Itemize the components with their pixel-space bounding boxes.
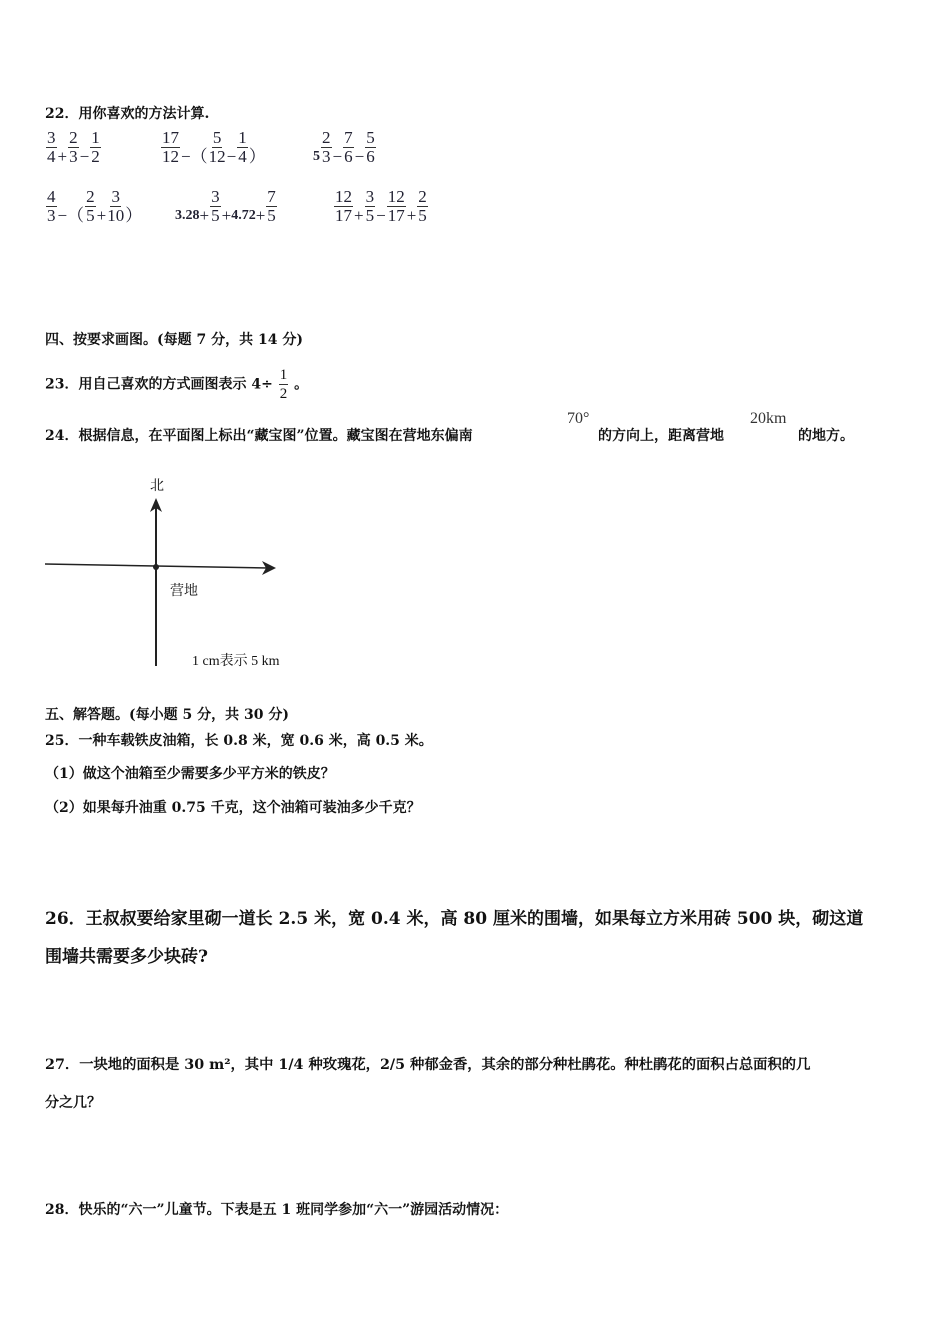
expression (313, 129, 377, 166)
fraction (68, 129, 79, 166)
operator: + (255, 206, 266, 225)
q25-text: 25．一种车载铁皮油箱，长 0.8 米，宽 0.6 米，高 0.5 米。 (45, 733, 433, 749)
denominator: 3 (47, 206, 56, 225)
scale-label: 1 cm表示 5 km (192, 654, 280, 669)
operator: + (199, 206, 210, 225)
q27-line1: 27．一块地的面积是 30 m²，其中 1/4 种玫瑰花，2/5 种郁金香，其余的部分种杜鹃花。种杜鹃花的面积占总面积的几 (45, 1057, 811, 1073)
denominator: 3 (69, 147, 78, 166)
fraction (365, 188, 376, 225)
denominator: 12 (208, 147, 226, 166)
expression (45, 188, 142, 225)
q24-part1: 24．根据信息，在平面图上标出“藏宝图”位置。藏宝图在营地东偏南 (45, 428, 473, 444)
number: 4.72 (231, 208, 256, 223)
numerator: 7 (344, 128, 353, 147)
angle-value: 70° (567, 410, 590, 427)
compass-diagram (40, 470, 290, 675)
fraction (279, 366, 289, 403)
operator: + (96, 206, 107, 225)
numerator: 2 (86, 187, 95, 206)
number: 3.28 (175, 208, 200, 223)
fraction (237, 129, 248, 166)
numerator: 4 (47, 187, 56, 206)
operator: −（ (181, 147, 208, 166)
operator: − (376, 206, 386, 225)
numerator: 12 (335, 187, 352, 206)
fraction (161, 129, 180, 166)
camp-label: 营地 (170, 584, 198, 599)
expression (175, 188, 278, 225)
fraction (46, 129, 57, 166)
expression (333, 188, 429, 225)
denominator: 17 (387, 206, 405, 225)
q26-line1: 26．王叔叔要给家里砌一道长 2.5 米，宽 0.4 米，高 80 厘米的围墙，如果每立方米用砖 500 块，砌这道 (45, 909, 864, 929)
fraction (387, 188, 406, 225)
q23-text (45, 366, 308, 403)
fraction (210, 188, 221, 225)
denominator: 4 (238, 147, 247, 166)
fraction (46, 188, 57, 225)
operator: − (226, 147, 237, 166)
q23-prompt: 23．用自己喜欢的方式画图表示 4÷ (45, 376, 273, 393)
section-5-heading: 五、解答题。(每小题 5 分，共 30 分) (45, 707, 289, 723)
denominator: 12 (162, 147, 179, 166)
operator: ） (125, 206, 143, 225)
q28-text: 28．快乐的“六一”儿童节。下表是五 1 班同学参加“六一”游园活动情况： (45, 1202, 509, 1218)
fraction (417, 188, 428, 225)
fraction (334, 188, 353, 225)
fraction (85, 188, 96, 225)
number: 5 (313, 149, 320, 164)
q27-line2: 分之几？ (45, 1095, 101, 1111)
section-4-heading: 四、按要求画图。(每题 7 分，共 14 分) (45, 332, 303, 348)
denominator: 10 (107, 206, 125, 225)
numerator: 3 (211, 187, 220, 206)
numerator: 3 (111, 187, 120, 206)
operator: − (354, 147, 365, 166)
operator: − (79, 147, 90, 166)
numerator: 5 (366, 128, 375, 147)
operator: −（ (57, 206, 85, 225)
numerator: 12 (387, 187, 405, 206)
q24-part3: 的地方。 (798, 428, 854, 444)
numerator: 17 (162, 128, 179, 147)
operator: + (221, 206, 232, 225)
operator: − (332, 147, 343, 166)
operator: + (406, 206, 417, 225)
numerator: 5 (212, 128, 222, 147)
expression (45, 129, 102, 166)
numerator: 2 (69, 128, 78, 147)
denominator: 6 (366, 147, 375, 166)
denominator: 5 (418, 206, 427, 225)
numerator: 7 (267, 187, 276, 206)
operator: + (57, 147, 68, 166)
denominator: 6 (344, 147, 353, 166)
denominator: 3 (322, 147, 331, 166)
fraction (321, 129, 332, 166)
numerator: 1 (279, 367, 288, 383)
denominator: 5 (365, 206, 375, 225)
denominator: 5 (211, 206, 220, 225)
expression (160, 129, 266, 166)
fraction (343, 129, 354, 166)
denominator: 5 (267, 206, 276, 225)
fraction (365, 129, 376, 166)
numerator: 2 (418, 187, 427, 206)
fraction (107, 188, 124, 225)
q25-sub1: （1）做这个油箱至少需要多少平方米的铁皮？ (45, 766, 335, 782)
q22-title: 22．用你喜欢的方法计算. (45, 106, 210, 122)
denominator: 2 (91, 147, 100, 166)
fraction (209, 129, 226, 166)
distance-value: 20km (750, 410, 787, 427)
denominator: 4 (47, 147, 56, 166)
numerator: 1 (238, 128, 247, 147)
denominator: 5 (86, 206, 95, 225)
operator: ） (248, 147, 266, 166)
numerator: 2 (322, 128, 331, 147)
q23-end: 。 (294, 376, 309, 393)
q25-sub2: （2）如果每升油重 0.75 千克，这个油箱可装油多少千克？ (45, 800, 421, 816)
denominator: 17 (335, 206, 352, 225)
numerator: 3 (47, 128, 56, 147)
operator: + (354, 206, 364, 225)
north-label: 北 (150, 479, 164, 494)
fraction (90, 129, 101, 166)
denominator: 2 (279, 386, 288, 402)
fraction (266, 188, 277, 225)
numerator: 1 (91, 128, 100, 147)
q24-part2: 的方向上，距离营地 (598, 428, 724, 444)
q26-line2: 围墙共需要多少块砖? (45, 947, 208, 967)
numerator: 3 (365, 187, 375, 206)
camp-point (153, 564, 159, 570)
